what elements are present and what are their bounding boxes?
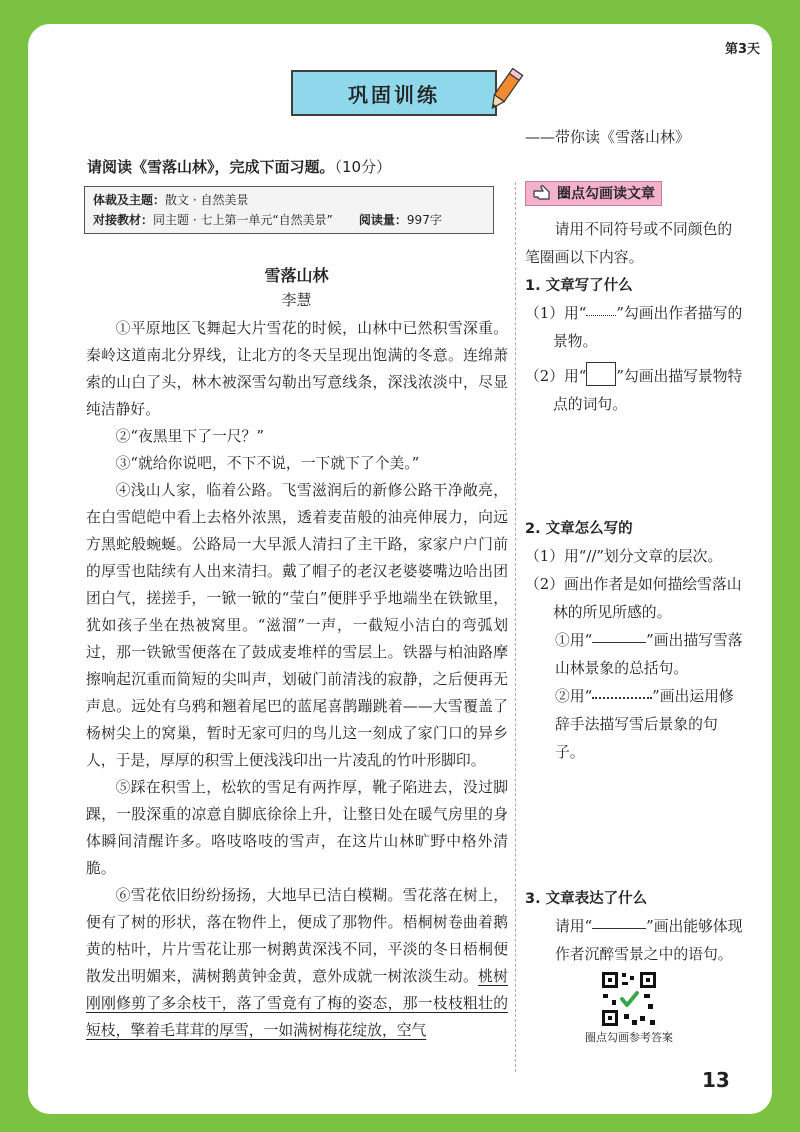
question-2-2-1: ①用“ ”画出描写雪落山林景象的总括句。 [525,627,745,683]
pencil-icon [484,66,526,114]
banner-subtitle: ——带你读《雪落山林》 [524,128,690,146]
section-title-banner [291,70,497,116]
question-3: 请用“ ”画出能够体现作者沉醉雪景之中的语句。 [525,913,745,969]
annotation-tag [525,180,745,208]
wavy-line-mark [586,303,616,316]
paragraph-5: ⑤踩在积雪上，松软的雪足有两拃厚，靴子陷进去，没过脚踝，一股深重的凉意自脚底徐徐上升，让整日处在暖气房里的身体瞬间清醒许多。咯吱咯吱的雪声，在这片山林旷野中格外清脆。 [86,779,508,877]
paragraph-4-text: ④浅山人家，临着公路。飞雪滋润后的新修公路干净敞亮，在白雪皑皑中看上去格外浓黑，透着麦苗般的油亮伸展力，向远方黑蛇般蜿蜒。公路局一大早派人清扫了主干路，家家户户门前的厚雪也陆续有人出来清扫。戴了帽子的老汉老婆婆嘴边哈出团团白气，搓搓手，一锨一锨的“莹白”便胖乎乎地端坐在铁锨里，犹如孩子坐在热被窝里。“滋溜”一声，一截短小洁白的弯弧划过，那一铁锨雪便落在了鼓成麦堆样的雪层上。铁器与柏油路摩擦响起沉重而简短的尖叫声，划破门前清浅的寂静，之后便再无声息。远处有乌鸦和翘着尾巴的蓝尾喜鹊蹦跳着 [86,482,508,715]
paragraph-6 [86,882,508,1044]
straight-line-mark [592,628,646,643]
question-1-title: 1. 文章写了什么 [525,278,633,294]
textbook-value: 同主题 · 七上第一单元“自然美景” [153,213,333,227]
wordcount-label: 阅读量： [358,213,407,227]
column-divider [515,182,516,1072]
box-mark [586,362,616,386]
paragraph-2: ②“夜黑里下了一尺？” [115,428,264,445]
qr-code-icon[interactable] [600,970,658,1028]
instruction-text: 请阅读《雪落山林》，完成下面习题。 [87,158,335,176]
question-1-1: （1）用“ ”勾画出作者描写的景物。 [525,305,743,350]
genre-label: 体裁及主题： [93,193,166,207]
paragraph-1: ①平原地区飞舞起大片雪花的时候，山林中已然积雪深重。秦岭这道南北分界线，让北方的冬天呈现出饱满的冬意。连绵萧索的山白了头，林木被深雪勾勒出写意线条，深浅浓淡中，尽显纯洁静好。 [86,320,508,418]
paragraph-4 [86,477,508,774]
annotation-intro: 请用不同符号或不同颜色的笔圈画以下内容。 [525,221,733,266]
genre-value: 散文 · 自然美景 [165,193,249,207]
question-2-2-2: ②用“ ”画出运用修辞手法描写雪后景象的句子。 [525,683,745,767]
textbook-label: 对接教材： [93,213,154,227]
qr-code-label: 圈点勾画参考答案 [585,1031,673,1044]
straight-line-mark-2 [592,914,646,929]
wavy-line-mark-2 [592,683,652,699]
question-2-1: （1）用“//”划分文章的层次。 [525,548,723,565]
section-title: 巩固训练 [348,82,440,107]
day-label: 第3天 [724,42,760,57]
question-3-title: 3. 文章表达了什么 [525,891,648,907]
meta-row-genre [93,190,485,210]
reading-instruction [87,156,391,177]
article-author: 李慧 [281,291,312,309]
annotation-tag-text: 圈点勾画读文章 [557,186,655,202]
article-meta-box [84,186,494,234]
wordcount-value: 997字 [406,213,442,227]
paragraph-4-tail: ——大雪覆盖了杨树尖上的窝巢，暂时无家可归的鸟儿这一刻成了家门口的异乡人，于是，厚厚的积雪上便浅浅印出一片凌乱的竹叶形脚印。 [86,698,508,769]
paragraph-6-underlined: 桃树刚刚修剪了多余枝干，落了雪竟有了梅的姿态，那一枝枝粗壮的短枝，擎着毛茸茸的厚雪，一如满树梅花绽放，空气 [86,968,508,1039]
question-1-2: （2）用“ ”勾画出描写景物特点的词句。 [525,362,745,419]
annotation-panel [525,180,745,969]
article-title: 雪落山林 [264,266,329,285]
paragraph-6-text: ⑥雪花依旧纷纷扬扬，大地早已洁白模糊。雪花落在树上，便有了树的形状，落在物件上，便成了那物件。梧桐树卷曲着鹅黄的枯叶，片片雪花让那一树鹅黄深浅不同，平淡的冬日梧桐便散发出明媚来，满树鹅黄钟金黄，意外成就一树浓淡生动。 [86,887,508,985]
page-number: 13 [702,1068,730,1092]
instruction-score: （10分） [334,158,392,176]
question-2-2: （2）画出作者是如何描绘雪落山林的所见所感的。 [525,576,742,621]
paragraph-3: ③“就给你说吧，不下不说，一下就下了个美。” [115,455,420,472]
article-body [86,315,508,1044]
meta-row-textbook [93,210,485,230]
pointing-hand-icon [532,182,554,202]
question-2-title: 2. 文章怎么写的 [525,521,633,537]
